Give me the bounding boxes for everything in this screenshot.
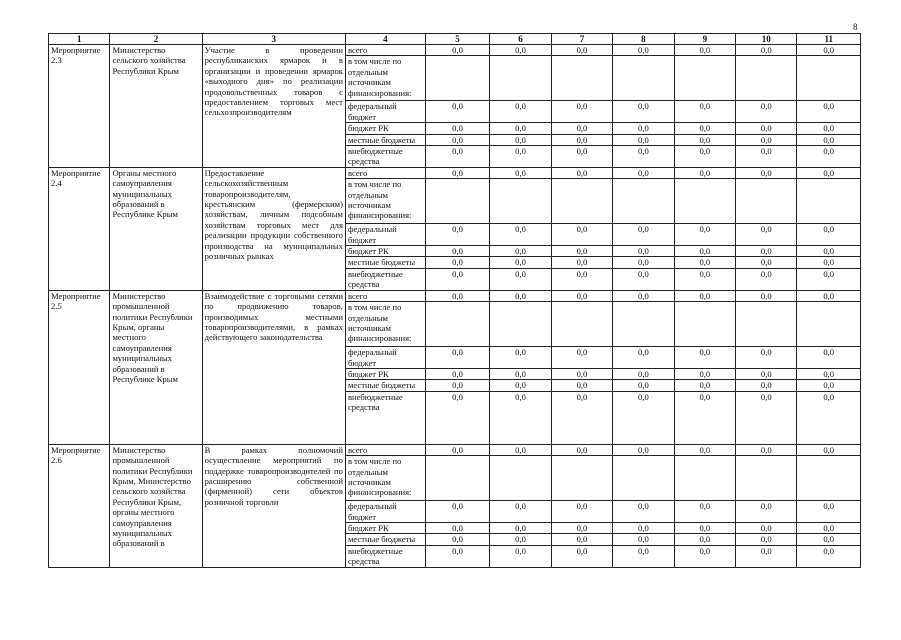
- funding-value-cell: 0,0: [613, 246, 674, 257]
- funding-value-cell: 0,0: [490, 167, 551, 178]
- funding-value-cell: 0,0: [613, 268, 674, 290]
- funding-value-cell: [674, 302, 735, 347]
- funding-value-cell: 0,0: [490, 501, 551, 523]
- funding-source-label: федеральный бюджет: [345, 224, 425, 246]
- measure-code: Мероприятие 2.6: [49, 444, 110, 567]
- funding-value-cell: 0,0: [490, 268, 551, 290]
- funding-value-cell: 0,0: [797, 522, 861, 533]
- funding-value-cell: 0,0: [797, 146, 861, 168]
- funding-source-label: внебюджетные средства: [345, 545, 425, 567]
- funding-value-cell: 0,0: [551, 268, 612, 290]
- funding-value-cell: 0,0: [674, 134, 735, 145]
- funding-value-cell: [736, 56, 797, 101]
- funding-value-cell: 0,0: [613, 501, 674, 523]
- funding-source-label: внебюджетные средства: [345, 268, 425, 290]
- funding-value-cell: 0,0: [490, 146, 551, 168]
- funding-value-cell: 0,0: [613, 257, 674, 268]
- funding-value-cell: 0,0: [736, 167, 797, 178]
- funding-value-cell: [674, 56, 735, 101]
- funding-value-cell: 0,0: [425, 123, 490, 134]
- page-number: 8: [853, 22, 858, 32]
- funding-value-cell: 0,0: [551, 545, 612, 567]
- funding-value-cell: 0,0: [551, 534, 612, 545]
- funding-source-label: в том числе по отдельным источникам финансирования:: [345, 456, 425, 501]
- funding-value-cell: 0,0: [613, 380, 674, 391]
- funding-table: [48, 33, 861, 568]
- funding-value-cell: 0,0: [490, 290, 551, 301]
- measure-description: В рамках полномочий осуществление мероприятий по поддержке товаропроизводителей по расширению собственной (фирменной) сети объектов розничной торговли: [202, 444, 345, 567]
- measure-executor: Министерство промышленной политики Республики Крым, органы местного самоуправления муниципальных образований в Республике Крым: [110, 290, 202, 444]
- funding-value-cell: 0,0: [425, 391, 490, 444]
- funding-value-cell: [797, 302, 861, 347]
- funding-value-cell: 0,0: [674, 380, 735, 391]
- funding-value-cell: 0,0: [797, 101, 861, 123]
- funding-value-cell: 0,0: [425, 167, 490, 178]
- funding-value-cell: 0,0: [797, 368, 861, 379]
- funding-value-cell: 0,0: [551, 380, 612, 391]
- funding-source-label: местные бюджеты: [345, 380, 425, 391]
- column-header: 9: [674, 34, 735, 45]
- funding-source-label: в том числе по отдельным источникам финансирования:: [345, 302, 425, 347]
- funding-value-cell: 0,0: [425, 444, 490, 455]
- funding-source-label: всего: [345, 444, 425, 455]
- column-header: 1: [49, 34, 110, 45]
- funding-value-cell: 0,0: [613, 101, 674, 123]
- funding-value-cell: 0,0: [490, 347, 551, 369]
- funding-value-cell: 0,0: [490, 444, 551, 455]
- funding-value-cell: [797, 456, 861, 501]
- funding-value-cell: 0,0: [674, 444, 735, 455]
- funding-value-cell: 0,0: [674, 368, 735, 379]
- funding-value-cell: [551, 56, 612, 101]
- funding-value-cell: [736, 179, 797, 224]
- funding-value-cell: 0,0: [613, 290, 674, 301]
- funding-value-cell: [613, 302, 674, 347]
- funding-source-label: внебюджетные средства: [345, 146, 425, 168]
- column-header: 11: [797, 34, 861, 45]
- funding-value-cell: 0,0: [425, 134, 490, 145]
- funding-source-label: федеральный бюджет: [345, 101, 425, 123]
- funding-value-cell: 0,0: [797, 134, 861, 145]
- funding-value-cell: 0,0: [797, 347, 861, 369]
- funding-value-cell: 0,0: [490, 545, 551, 567]
- funding-value-cell: 0,0: [613, 167, 674, 178]
- column-header: 2: [110, 34, 202, 45]
- funding-value-cell: 0,0: [674, 101, 735, 123]
- funding-value-cell: 0,0: [490, 101, 551, 123]
- funding-value-cell: 0,0: [674, 146, 735, 168]
- funding-value-cell: 0,0: [490, 123, 551, 134]
- funding-value-cell: 0,0: [425, 501, 490, 523]
- funding-value-cell: [425, 302, 490, 347]
- funding-value-cell: 0,0: [490, 391, 551, 444]
- funding-value-cell: 0,0: [736, 444, 797, 455]
- funding-value-cell: [674, 456, 735, 501]
- funding-value-cell: 0,0: [551, 444, 612, 455]
- funding-value-cell: 0,0: [797, 380, 861, 391]
- funding-value-cell: 0,0: [736, 290, 797, 301]
- funding-value-cell: 0,0: [490, 45, 551, 56]
- funding-value-cell: 0,0: [425, 101, 490, 123]
- funding-value-cell: 0,0: [736, 101, 797, 123]
- funding-value-cell: 0,0: [797, 290, 861, 301]
- funding-value-cell: 0,0: [613, 45, 674, 56]
- measure-description: Предоставление сельскохозяйственным товаропроизводителям, крестьянским (фермерским) хозяйствам, личным подсобным хозяйствам торговых мест для реализации продукции собственного производства на муниципальных розничных рынках: [202, 167, 345, 290]
- funding-value-cell: 0,0: [490, 246, 551, 257]
- funding-source-label: в том числе по отдельным источникам финансирования:: [345, 56, 425, 101]
- funding-value-cell: 0,0: [613, 347, 674, 369]
- funding-value-cell: 0,0: [736, 246, 797, 257]
- column-header: 10: [736, 34, 797, 45]
- funding-value-cell: 0,0: [797, 534, 861, 545]
- funding-source-label: бюджет РК: [345, 522, 425, 533]
- funding-value-cell: 0,0: [613, 134, 674, 145]
- funding-value-cell: [490, 456, 551, 501]
- measure-code: Мероприятие 2.5: [49, 290, 110, 444]
- funding-value-cell: 0,0: [674, 391, 735, 444]
- funding-value-cell: 0,0: [613, 391, 674, 444]
- funding-value-cell: 0,0: [736, 368, 797, 379]
- funding-value-cell: 0,0: [674, 347, 735, 369]
- funding-value-cell: 0,0: [551, 290, 612, 301]
- funding-value-cell: 0,0: [425, 290, 490, 301]
- funding-value-cell: 0,0: [613, 368, 674, 379]
- funding-value-cell: 0,0: [797, 123, 861, 134]
- funding-value-cell: 0,0: [551, 257, 612, 268]
- funding-value-cell: 0,0: [797, 224, 861, 246]
- funding-value-cell: 0,0: [674, 224, 735, 246]
- funding-value-cell: 0,0: [797, 268, 861, 290]
- funding-source-label: бюджет РК: [345, 368, 425, 379]
- funding-value-cell: 0,0: [736, 134, 797, 145]
- funding-value-cell: 0,0: [736, 123, 797, 134]
- funding-value-cell: [551, 302, 612, 347]
- funding-value-cell: 0,0: [425, 268, 490, 290]
- funding-value-cell: [425, 179, 490, 224]
- funding-value-cell: 0,0: [674, 501, 735, 523]
- funding-value-cell: 0,0: [551, 391, 612, 444]
- funding-value-cell: 0,0: [490, 257, 551, 268]
- funding-source-label: федеральный бюджет: [345, 347, 425, 369]
- column-header: 7: [551, 34, 612, 45]
- funding-value-cell: 0,0: [797, 545, 861, 567]
- funding-value-cell: 0,0: [551, 224, 612, 246]
- funding-value-cell: 0,0: [736, 501, 797, 523]
- funding-value-cell: 0,0: [613, 146, 674, 168]
- column-header: 5: [425, 34, 490, 45]
- measure-code: Мероприятие 2.4: [49, 167, 110, 290]
- funding-value-cell: 0,0: [674, 268, 735, 290]
- funding-source-label: федеральный бюджет: [345, 501, 425, 523]
- funding-value-cell: 0,0: [736, 545, 797, 567]
- funding-value-cell: 0,0: [736, 224, 797, 246]
- funding-value-cell: 0,0: [736, 146, 797, 168]
- funding-value-cell: 0,0: [551, 501, 612, 523]
- funding-value-cell: 0,0: [797, 45, 861, 56]
- funding-value-cell: 0,0: [551, 246, 612, 257]
- funding-value-cell: 0,0: [613, 534, 674, 545]
- funding-value-cell: 0,0: [674, 246, 735, 257]
- funding-value-cell: 0,0: [551, 522, 612, 533]
- funding-source-label: местные бюджеты: [345, 534, 425, 545]
- column-number-row: [49, 34, 861, 45]
- funding-value-cell: 0,0: [797, 444, 861, 455]
- funding-value-cell: [551, 456, 612, 501]
- funding-value-cell: [490, 56, 551, 101]
- measure-executor: Органы местного самоуправления муниципальных образований в Республике Крым: [110, 167, 202, 290]
- measure-executor: Министерство сельского хозяйства Республики Крым: [110, 45, 202, 168]
- funding-source-label: бюджет РК: [345, 246, 425, 257]
- column-header: 6: [490, 34, 551, 45]
- funding-value-cell: 0,0: [425, 146, 490, 168]
- funding-value-cell: 0,0: [425, 246, 490, 257]
- funding-value-cell: 0,0: [425, 257, 490, 268]
- table-row: [49, 45, 861, 56]
- funding-value-cell: 0,0: [736, 391, 797, 444]
- measure-executor: Министерство промышленной политики Республики Крым, Министерство сельского хозяйства Республики Крым, органы местного самоуправления муниципальных образований в: [110, 444, 202, 567]
- funding-value-cell: 0,0: [797, 391, 861, 444]
- funding-value-cell: 0,0: [736, 534, 797, 545]
- funding-value-cell: 0,0: [551, 347, 612, 369]
- funding-value-cell: [736, 302, 797, 347]
- funding-value-cell: 0,0: [425, 224, 490, 246]
- funding-value-cell: 0,0: [674, 257, 735, 268]
- funding-value-cell: [490, 302, 551, 347]
- funding-value-cell: [613, 56, 674, 101]
- funding-source-label: местные бюджеты: [345, 134, 425, 145]
- funding-value-cell: [674, 179, 735, 224]
- funding-value-cell: [551, 179, 612, 224]
- funding-value-cell: 0,0: [797, 246, 861, 257]
- funding-value-cell: 0,0: [425, 368, 490, 379]
- funding-value-cell: 0,0: [425, 522, 490, 533]
- table-row: [49, 444, 861, 455]
- funding-value-cell: 0,0: [736, 380, 797, 391]
- funding-value-cell: [425, 56, 490, 101]
- funding-value-cell: 0,0: [797, 167, 861, 178]
- funding-value-cell: 0,0: [490, 224, 551, 246]
- funding-value-cell: 0,0: [674, 167, 735, 178]
- funding-value-cell: 0,0: [797, 501, 861, 523]
- funding-source-label: всего: [345, 167, 425, 178]
- funding-value-cell: 0,0: [736, 268, 797, 290]
- funding-source-label: внебюджетные средства: [345, 391, 425, 444]
- funding-source-label: всего: [345, 45, 425, 56]
- funding-value-cell: 0,0: [613, 545, 674, 567]
- funding-value-cell: 0,0: [736, 45, 797, 56]
- funding-value-cell: 0,0: [425, 45, 490, 56]
- measure-code: Мероприятие 2.3: [49, 45, 110, 168]
- measure-description: Взаимодействие с торговыми сетями по продвижению товаров, производимых местными товаропроизводителями, в рамках действующего законодательства: [202, 290, 345, 444]
- funding-value-cell: 0,0: [551, 167, 612, 178]
- funding-value-cell: 0,0: [490, 368, 551, 379]
- funding-value-cell: 0,0: [551, 134, 612, 145]
- funding-value-cell: 0,0: [490, 522, 551, 533]
- funding-value-cell: [490, 179, 551, 224]
- funding-value-cell: 0,0: [551, 45, 612, 56]
- funding-value-cell: 0,0: [736, 522, 797, 533]
- funding-value-cell: 0,0: [425, 545, 490, 567]
- funding-source-label: бюджет РК: [345, 123, 425, 134]
- funding-value-cell: 0,0: [797, 257, 861, 268]
- table-row: [49, 290, 861, 301]
- funding-value-cell: 0,0: [490, 134, 551, 145]
- funding-value-cell: 0,0: [490, 380, 551, 391]
- funding-value-cell: 0,0: [613, 224, 674, 246]
- funding-source-label: всего: [345, 290, 425, 301]
- funding-value-cell: 0,0: [674, 534, 735, 545]
- table-row: [49, 167, 861, 178]
- funding-value-cell: 0,0: [425, 534, 490, 545]
- column-header: 4: [345, 34, 425, 45]
- funding-value-cell: [797, 56, 861, 101]
- funding-value-cell: 0,0: [674, 45, 735, 56]
- funding-value-cell: 0,0: [736, 347, 797, 369]
- funding-source-label: местные бюджеты: [345, 257, 425, 268]
- funding-value-cell: 0,0: [551, 368, 612, 379]
- column-header: 3: [202, 34, 345, 45]
- funding-value-cell: 0,0: [674, 290, 735, 301]
- funding-value-cell: [797, 179, 861, 224]
- funding-source-label: в том числе по отдельным источникам финансирования:: [345, 179, 425, 224]
- funding-value-cell: 0,0: [613, 522, 674, 533]
- funding-value-cell: 0,0: [425, 347, 490, 369]
- funding-value-cell: 0,0: [551, 146, 612, 168]
- funding-value-cell: 0,0: [613, 123, 674, 134]
- funding-value-cell: 0,0: [551, 101, 612, 123]
- funding-value-cell: 0,0: [674, 545, 735, 567]
- funding-value-cell: [425, 456, 490, 501]
- funding-value-cell: 0,0: [674, 522, 735, 533]
- funding-value-cell: [613, 456, 674, 501]
- funding-value-cell: 0,0: [674, 123, 735, 134]
- funding-value-cell: 0,0: [613, 444, 674, 455]
- funding-value-cell: [613, 179, 674, 224]
- measure-description: Участие в проведении республиканских ярмарок и в организации и проведении ярмарок «выходного дня» по реализации продовольственных товаров с предоставлением торговых мест сельхозпроизводителям: [202, 45, 345, 168]
- funding-value-cell: 0,0: [551, 123, 612, 134]
- funding-value-cell: 0,0: [736, 257, 797, 268]
- funding-value-cell: 0,0: [425, 380, 490, 391]
- funding-value-cell: 0,0: [490, 534, 551, 545]
- funding-value-cell: [736, 456, 797, 501]
- column-header: 8: [613, 34, 674, 45]
